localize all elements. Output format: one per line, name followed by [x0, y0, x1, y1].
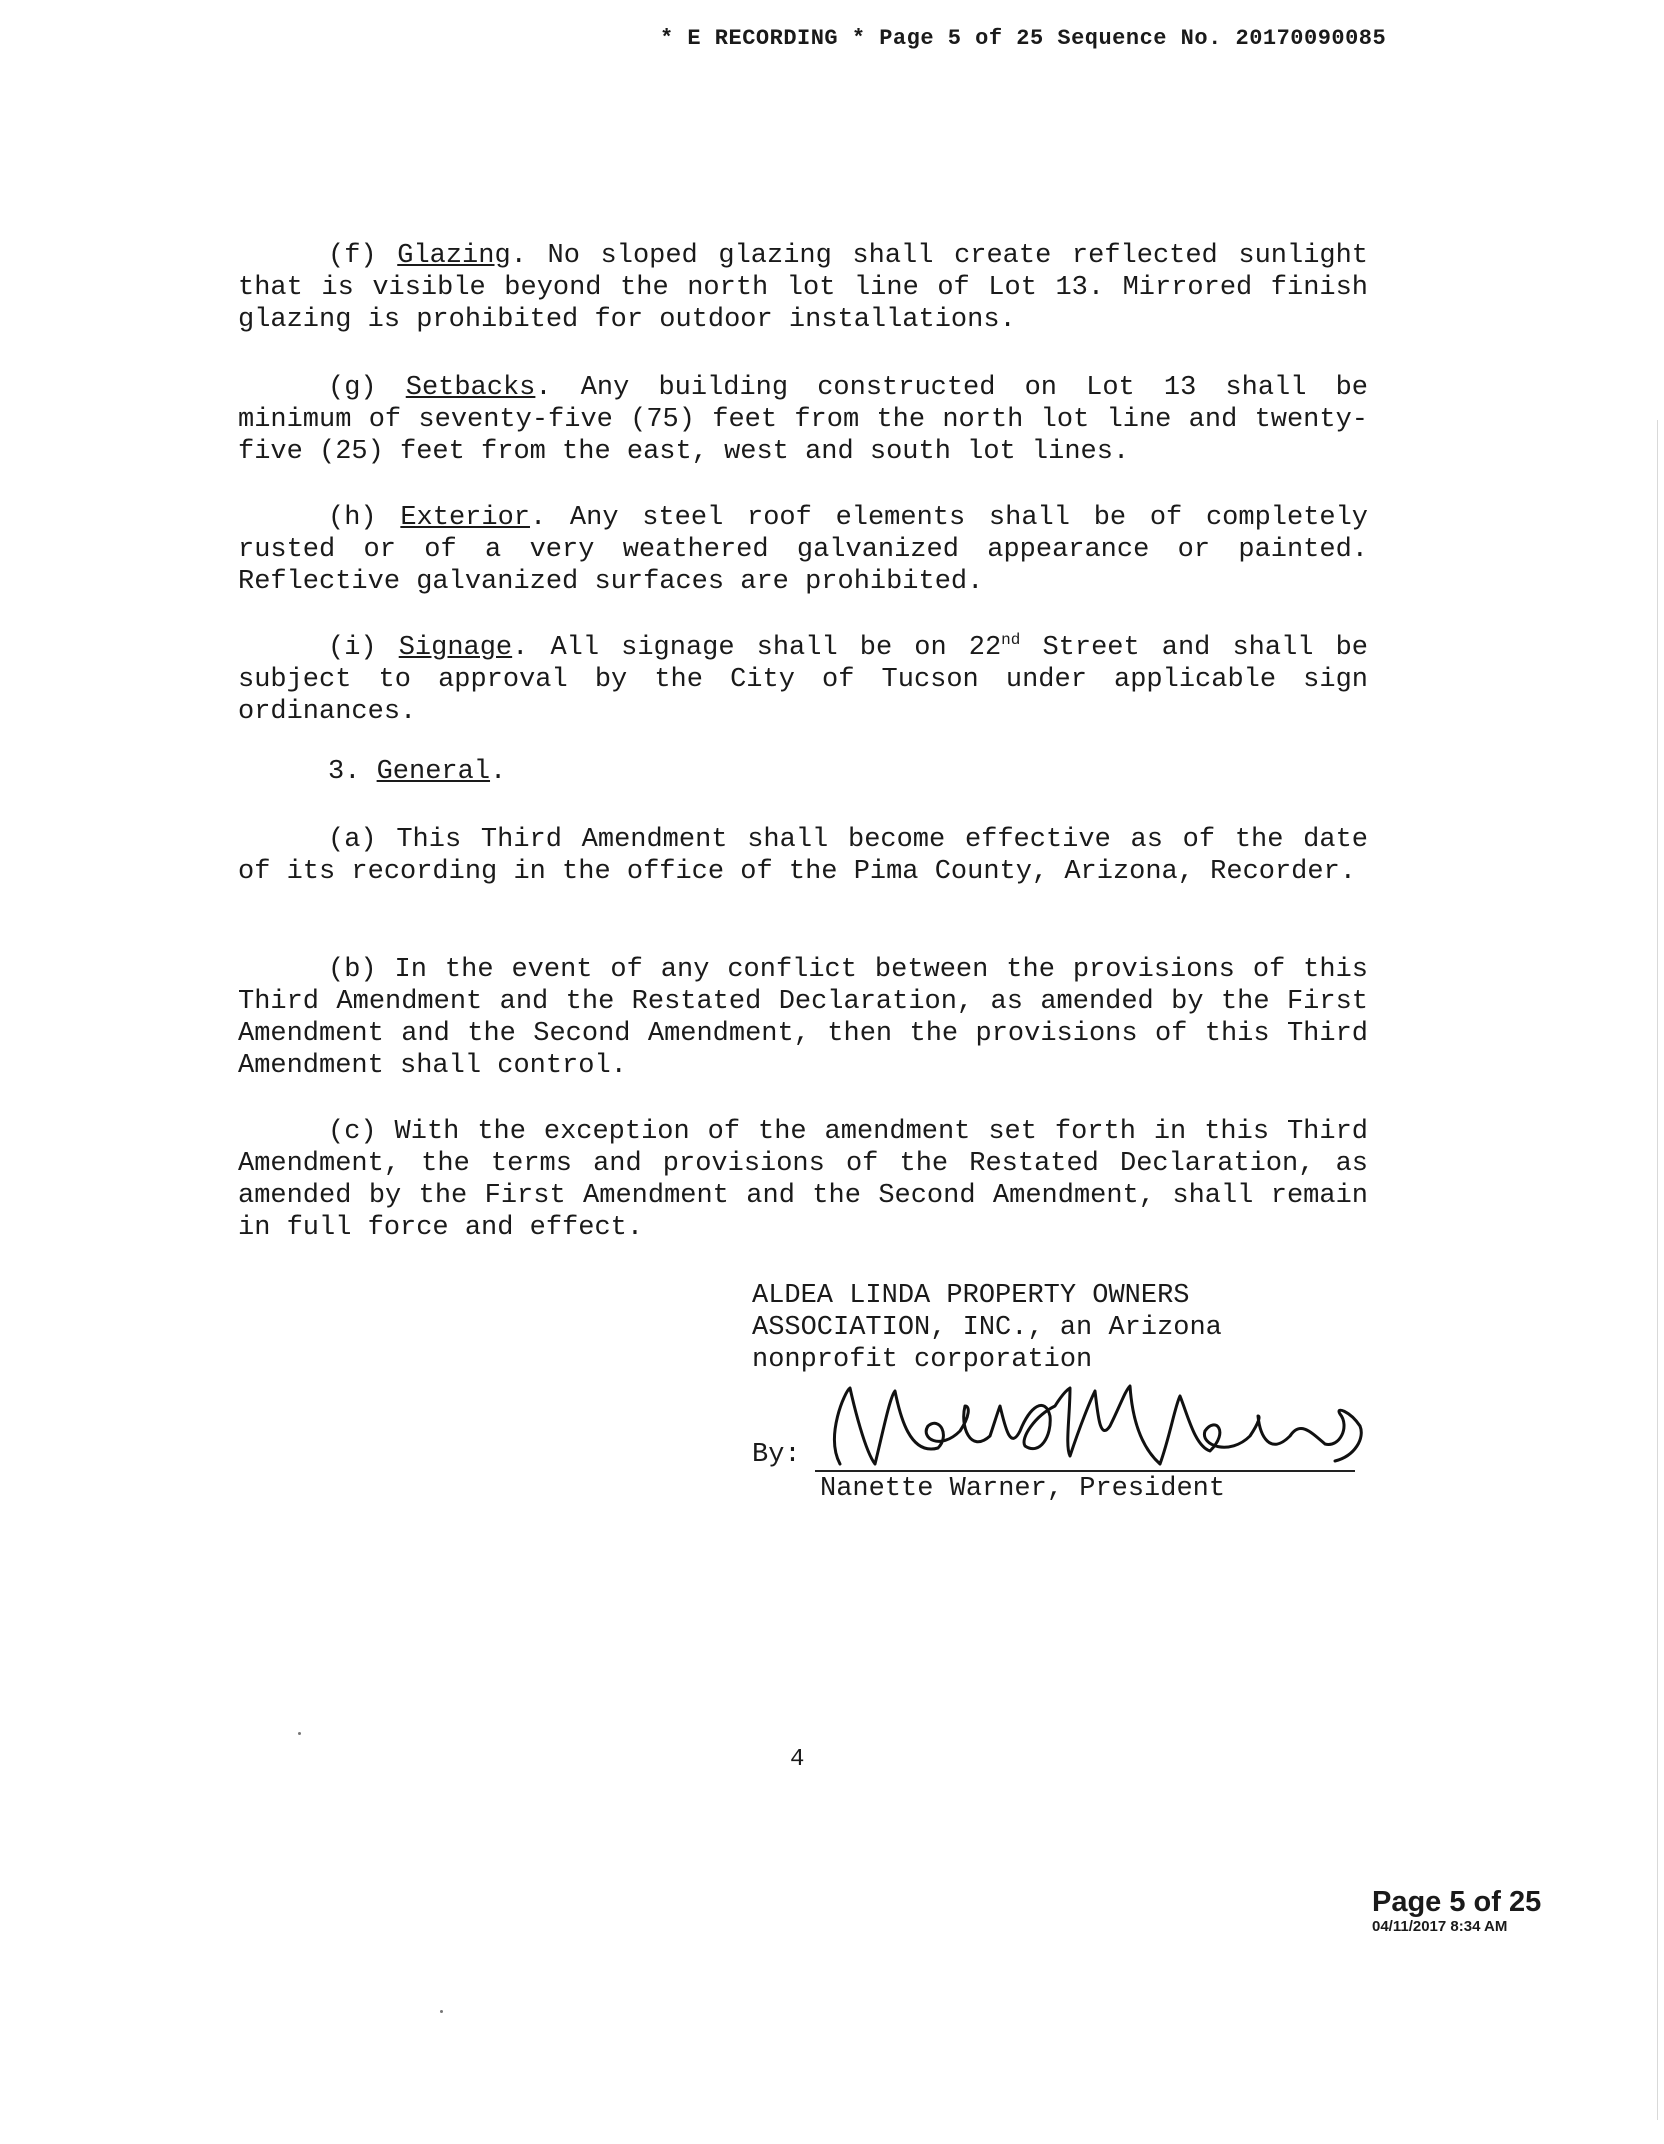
- scan-edge: [1657, 420, 1658, 2120]
- paragraph-i-superscript: nd: [1001, 631, 1021, 649]
- paragraph-h-label: (h): [328, 503, 377, 533]
- by-label: By:: [752, 1440, 801, 1470]
- paragraph-h: [238, 502, 1368, 598]
- signature-block-line3: nonprofit corporation: [752, 1345, 1093, 1375]
- paragraph-b-text: (b) In the event of any conflict between the provisions of this Third Amendment and the Restated Declaration, as amended by the First Amendment and the Second Amendment, then the provisions of this Third Amendment shall control.: [238, 955, 1368, 1081]
- signature-block-line1: ALDEA LINDA PROPERTY OWNERS: [752, 1281, 1190, 1311]
- stamp-page: Page 5 of 25: [1372, 1886, 1542, 1918]
- scan-speck: [440, 2010, 443, 2013]
- paragraph-i: [238, 632, 1368, 728]
- paragraph-g: [238, 372, 1368, 468]
- section-3-number: 3.: [328, 757, 361, 787]
- section-3-heading: [238, 756, 1368, 788]
- signer-name: Nanette Warner, President: [820, 1474, 1226, 1504]
- recording-stamp: [1372, 1886, 1541, 1936]
- paragraph-h-text: . Any steel roof elements shall be of completely rusted or of a very weathered galvanized appearance or painted. Reflective galvanized surfaces are prohibited.: [238, 503, 1369, 597]
- paragraph-i-label: (i): [328, 633, 377, 663]
- section-3-title: General: [376, 757, 491, 787]
- handwritten-signature: [820, 1376, 1380, 1476]
- paragraph-a: [238, 824, 1368, 888]
- paragraph-g-heading: Setbacks: [405, 373, 536, 403]
- paragraph-c-text: (c) With the exception of the amendment set forth in this Third Amendment, the terms and provisions of the Restated Declaration, as amended by the First Amendment and the Second Amendment, shall remain in full force and effect.: [238, 1117, 1368, 1243]
- paragraph-f-heading: Glazing: [397, 241, 511, 271]
- paragraph-h-heading: Exterior: [400, 503, 530, 533]
- paragraph-g-text: . Any building constructed on Lot 13 shall be minimum of seventy-five (75) feet from the north lot line and twenty-five (25) feet from the east, west and south lot lines.: [238, 373, 1368, 467]
- paragraph-i-heading: Signage: [398, 633, 513, 663]
- paragraph-i-text-after: Street and shall be subject to approval by the City of Tucson under applicable sign ordinances.: [238, 633, 1368, 727]
- paragraph-g-label: (g): [328, 373, 377, 403]
- paragraph-f: [238, 240, 1368, 336]
- stamp-datetime: 04/11/2017 8:34 AM: [1372, 1918, 1508, 1935]
- paragraph-i-text-before: . All signage shall be on 22: [512, 633, 1002, 663]
- section-3-dot: .: [490, 757, 507, 787]
- paragraph-f-label: (f): [328, 241, 377, 271]
- signature-block-line2: ASSOCIATION, INC., an Arizona: [752, 1313, 1222, 1343]
- signature-block: [752, 1280, 1222, 1376]
- signature-line: [815, 1470, 1355, 1472]
- paragraph-a-text: (a) This Third Amendment shall become effective as of the date of its recording in the office of the Pima County, Arizona, Recorder.: [238, 825, 1368, 887]
- paragraph-f-text: . No sloped glazing shall create reflected sunlight that is visible beyond the north lot line of Lot 13. Mirrored finish glazing is prohibited for outdoor installations.: [238, 241, 1369, 335]
- paragraph-b: [238, 954, 1368, 1082]
- page-number: 4: [790, 1746, 805, 1773]
- recording-header: * E RECORDING * Page 5 of 25 Sequence No. 20170090085: [660, 26, 1387, 51]
- scan-speck: [298, 1732, 301, 1735]
- paragraph-c: [238, 1116, 1368, 1244]
